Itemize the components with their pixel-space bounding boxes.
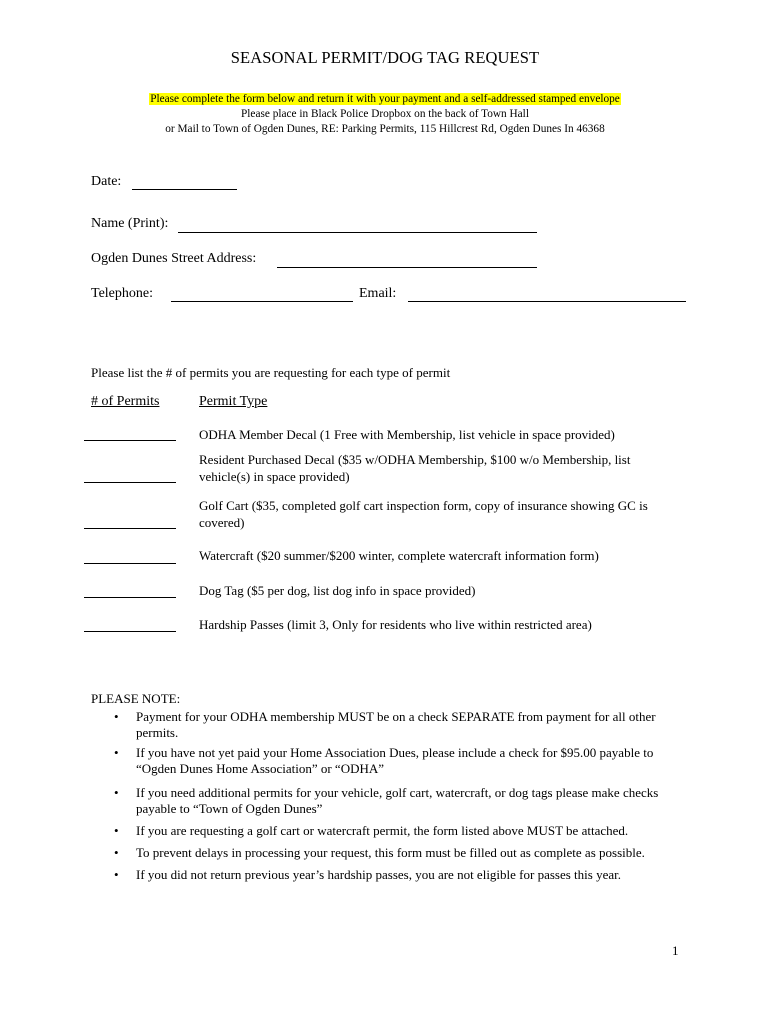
address-label: Ogden Dunes Street Address:: [91, 251, 257, 266]
date-field[interactable]: [132, 189, 237, 190]
notes-heading: PLEASE NOTE:: [91, 691, 181, 706]
page-number: 1: [672, 943, 679, 958]
note-item: If you have not yet paid your Home Association Dues, please include a check for $95.00 payable to “Ogden Dunes Home Association” or “ODHA”: [136, 745, 654, 776]
note-item: To prevent delays in processing your request, this form must be filled out as complete as possible.: [136, 845, 645, 860]
permit-type-dog-tag: Dog Tag ($5 per dog, list dog info in space provided): [199, 583, 476, 598]
date-label: Date:: [91, 174, 122, 189]
note-item: Payment for your ODHA membership MUST be on a check SEPARATE from payment for all other permits.: [136, 709, 656, 740]
count-column-header: # of Permits: [91, 394, 160, 409]
bullet-marker: •: [114, 709, 119, 724]
name-label: Name (Print):: [91, 216, 169, 231]
permit-count-field-resident-decal[interactable]: [84, 482, 176, 483]
bullet-marker: •: [114, 785, 119, 800]
email-label: Email:: [359, 286, 397, 301]
page-title: SEASONAL PERMIT/DOG TAG REQUEST: [230, 48, 540, 67]
note-item: If you need additional permits for your vehicle, golf cart, watercraft, or dog tags please make checks payable to “Town of Ogden Dunes”: [136, 785, 659, 816]
permits-intro: Please list the # of permits you are requesting for each type of permit: [91, 365, 451, 380]
bullet-marker: •: [114, 823, 119, 838]
telephone-field[interactable]: [171, 301, 353, 302]
permit-type-hardship: Hardship Passes (limit 3, Only for residents who live within restricted area): [199, 617, 592, 632]
instruction-line-2: Please place in Black Police Dropbox on the back of Town Hall: [241, 108, 529, 120]
bullet-marker: •: [114, 867, 119, 882]
permit-count-field-hardship[interactable]: [84, 631, 176, 632]
permit-type-watercraft: Watercraft ($20 summer/$200 winter, complete watercraft information form): [199, 548, 599, 563]
instruction-line-3: or Mail to Town of Ogden Dunes, RE: Parking Permits, 115 Hillcrest Rd, Ogden Dunes In 46368: [165, 123, 605, 135]
highlighted-instruction: Please complete the form below and return it with your payment and a self-addressed stamped envelope: [150, 93, 620, 105]
telephone-label: Telephone:: [91, 286, 153, 301]
bullet-marker: •: [114, 745, 119, 760]
name-field[interactable]: [178, 232, 537, 233]
permit-type-golf-cart: Golf Cart ($35, completed golf cart inspection form, copy of insurance showing GC is covered): [199, 498, 648, 530]
type-column-header: Permit Type: [199, 394, 268, 409]
permit-count-field-golf-cart[interactable]: [84, 528, 176, 529]
permit-count-field-odha-decal[interactable]: [84, 440, 176, 441]
email-field[interactable]: [408, 301, 686, 302]
note-item: If you are requesting a golf cart or watercraft permit, the form listed above MUST be attached.: [136, 823, 629, 838]
permit-count-field-dog-tag[interactable]: [84, 597, 176, 598]
address-field[interactable]: [277, 267, 537, 268]
permit-type-odha-decal: ODHA Member Decal (1 Free with Membership, list vehicle in space provided): [199, 427, 615, 442]
permit-type-resident-decal: Resident Purchased Decal ($35 w/ODHA Membership, $100 w/o Membership, list vehicle(s) in space provided): [199, 452, 631, 484]
instruction-line-1: [0, 93, 770, 105]
note-item: If you did not return previous year’s hardship passes, you are not eligible for passes this year.: [136, 867, 621, 882]
permit-count-field-watercraft[interactable]: [84, 563, 176, 564]
bullet-marker: •: [114, 845, 119, 860]
